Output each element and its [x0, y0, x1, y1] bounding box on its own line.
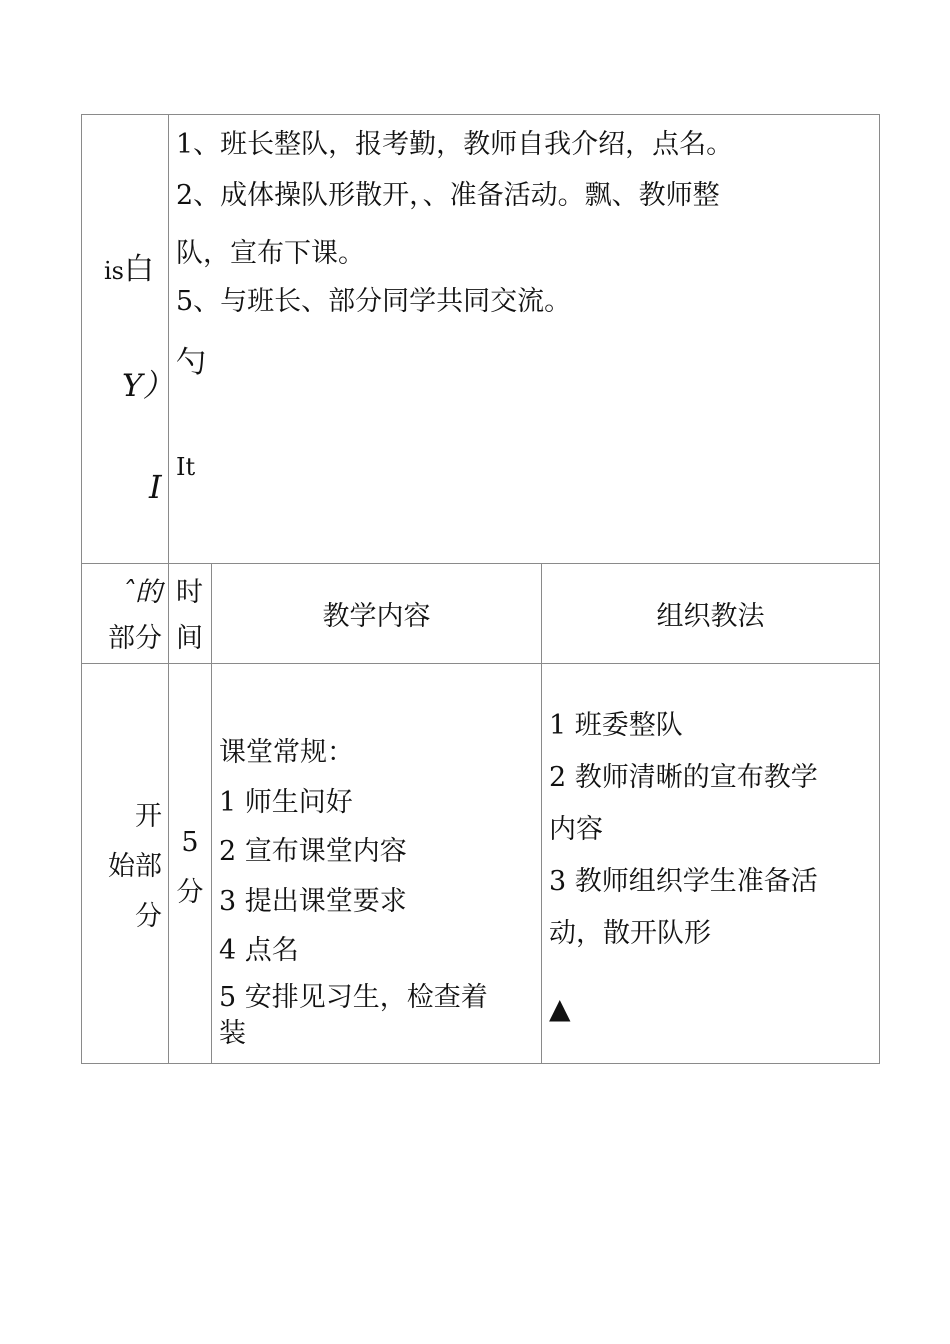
- start-method-line-4: 3 教师组织学生准备活: [549, 866, 818, 897]
- start-part-line-2: 始部: [108, 851, 162, 882]
- col-divider-part: [168, 114, 169, 1064]
- start-method-line-1: 1 班委整队: [549, 710, 683, 741]
- start-time-line-1: 5: [181, 827, 199, 858]
- header-time-line-2: 间: [176, 623, 203, 654]
- header-part-cell: [88, 570, 162, 662]
- top-line-2: 2、成体操队形散开，、准备活动。飘、教师整: [176, 180, 720, 211]
- triangle-marker-icon: ▲: [549, 992, 571, 1025]
- start-method-line-5: 动，散开队形: [549, 918, 711, 949]
- left-mark-1-cjk: 白: [124, 252, 154, 287]
- start-content-line-1: 课堂常规：: [219, 737, 354, 768]
- table-divider-header: [81, 663, 880, 664]
- left-mark-1: [104, 252, 154, 287]
- left-mark-1-latin: is: [104, 257, 124, 285]
- start-method-line-3: 内容: [549, 814, 603, 845]
- table-bottom-border: [81, 1063, 880, 1064]
- start-part-line-3: 分: [135, 901, 162, 932]
- top-line-4: 5、与班长、部分同学共同交流。: [176, 286, 572, 317]
- start-content-cell: [219, 728, 488, 1049]
- table-right-border: [879, 114, 880, 1064]
- start-method-line-2: 2 教师清晰的宣布教学: [549, 762, 818, 793]
- header-part-line-1: ˆ的: [121, 577, 162, 608]
- start-content-line-2: 1 师生问好: [219, 786, 353, 818]
- header-part-line-2: 部分: [108, 623, 162, 654]
- start-content-line-4: 3 提出课堂要求: [219, 885, 407, 917]
- start-time-cell: [169, 818, 211, 918]
- start-content-line-6: 5 安排见习生，检查着: [219, 981, 488, 1013]
- table-top-border: [81, 114, 880, 115]
- table-left-border: [81, 114, 82, 1064]
- top-line-3: 队，宣布下课。: [176, 238, 365, 269]
- start-part-line-1: 开: [135, 801, 162, 832]
- top-line-1: 1、班长整队，报考勤，教师自我介绍，点名。: [176, 129, 734, 160]
- start-time-line-2: 分: [176, 877, 204, 908]
- start-content-line-5: 4 点名: [219, 935, 299, 966]
- top-glyph-latin: It: [176, 453, 196, 481]
- top-glyph-char: 勺: [176, 345, 206, 380]
- start-content-line-7: 装: [219, 1017, 246, 1049]
- start-method-cell: [549, 700, 818, 960]
- left-mark-3: I: [149, 468, 162, 506]
- header-time-cell: [176, 570, 203, 662]
- header-time-line-1: 时: [176, 577, 203, 608]
- start-content-line-3: 2 宣布课堂内容: [219, 836, 407, 867]
- left-mark-2: Y）: [122, 368, 174, 404]
- start-part-cell: [88, 792, 162, 942]
- header-method-cell: 组织教法: [656, 601, 765, 632]
- header-content-cell: 教学内容: [322, 601, 431, 632]
